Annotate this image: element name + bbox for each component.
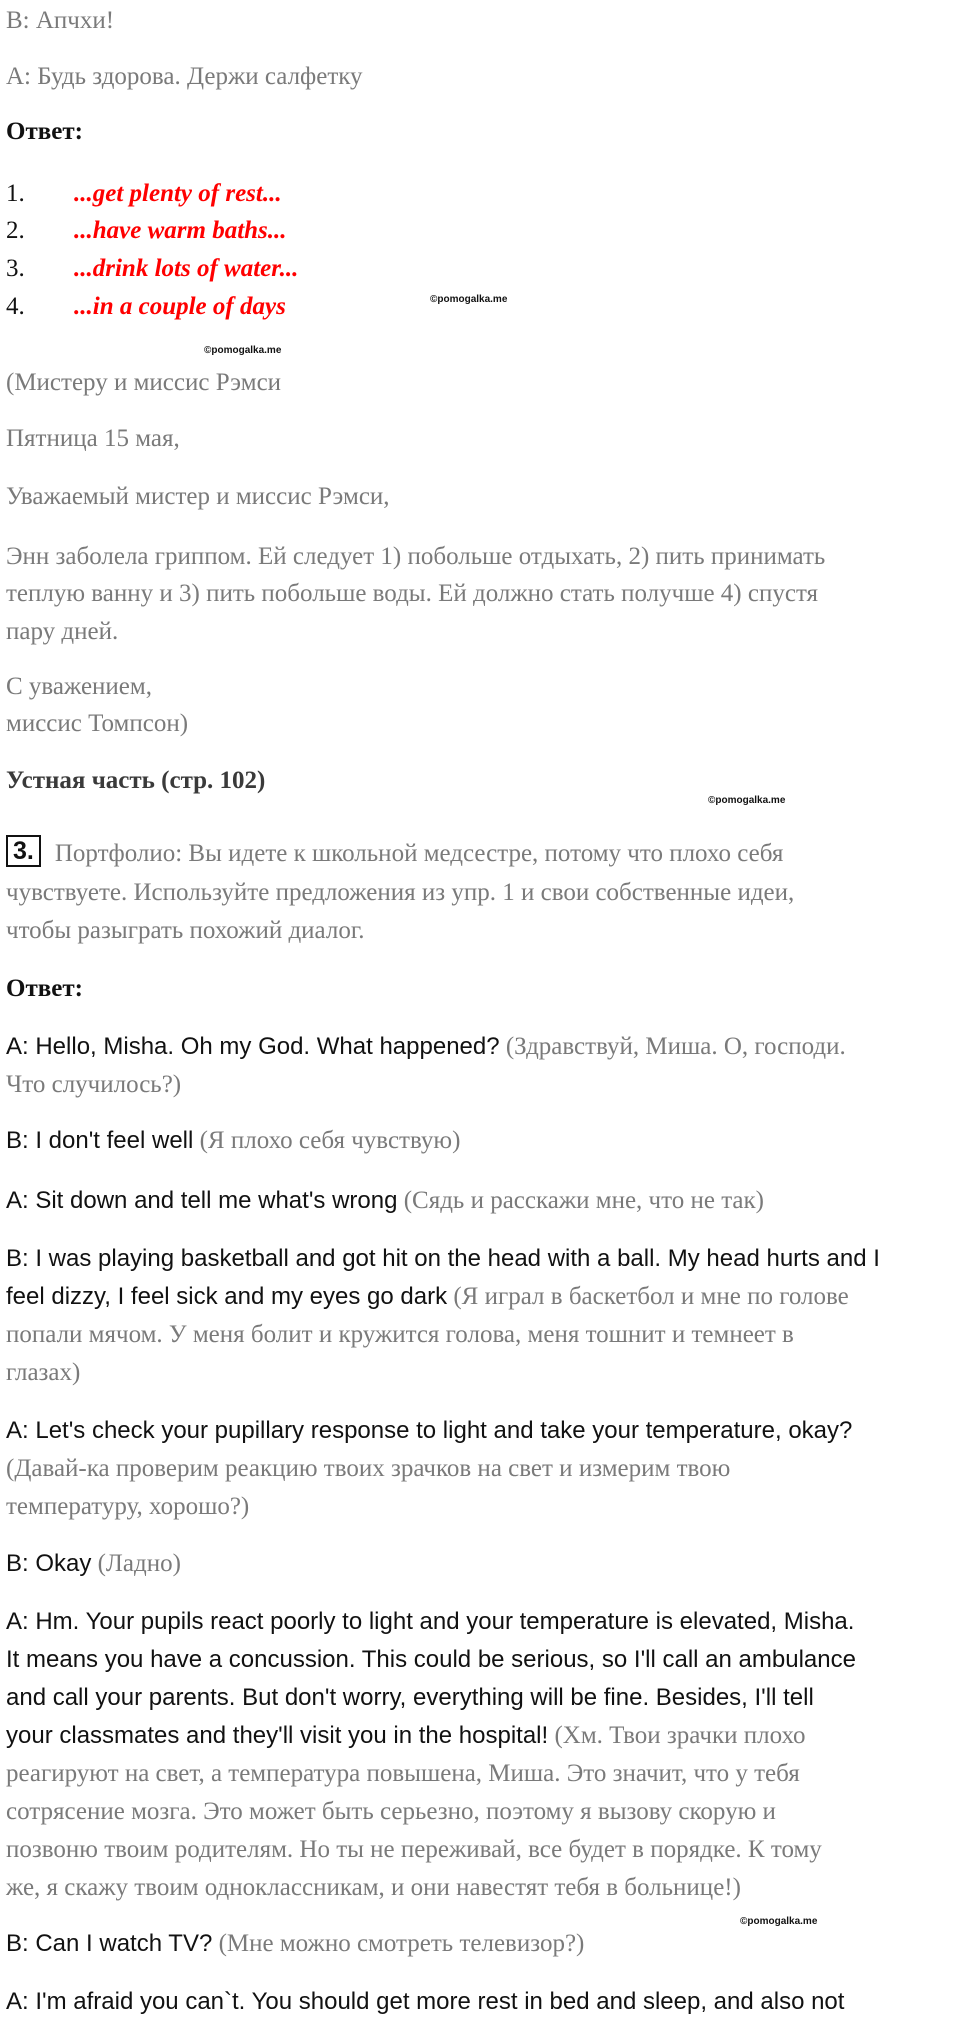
- answer-item-number: 4.: [6, 293, 25, 320]
- task-number-badge: 3.: [6, 835, 41, 867]
- dialog-translation: позвоню твоим родителям. Но ты не переживай, все будет в порядке. К тому: [6, 1836, 822, 1863]
- dialog-line-a: A: Будь здорова. Держи салфетку: [6, 63, 363, 90]
- dialog-translation: (Здравствуй, Миша. О, господи.: [499, 1033, 846, 1060]
- dialog-english: B: Okay: [6, 1550, 92, 1577]
- dialog-translation: же, я скажу твоим одноклассникам, и они навестят тебя в больнице!): [6, 1874, 741, 1901]
- letter-body-line: Энн заболела гриппом. Ей следует 1) побольше отдыхать, 2) пить принимать: [6, 543, 826, 570]
- dialog-english: and call your parents. But don't worry, everything will be fine. Besides, I'll tell: [6, 1684, 814, 1711]
- dialog-english: A: Hello, Misha. Oh my God. What happened?: [6, 1033, 500, 1060]
- dialog-english: your classmates and they'll visit you in the hospital!: [6, 1722, 549, 1749]
- dialog-translation: температуру, хорошо?): [6, 1493, 250, 1520]
- letter-closing: С уважением,: [6, 673, 152, 700]
- letter-greeting: Уважаемый мистер и миссис Рэмси,: [6, 483, 390, 510]
- watermark: ©pomogalka.me: [430, 294, 508, 305]
- answer-item-text: ...in a couple of days: [74, 293, 286, 320]
- dialog-translation: (Ладно): [91, 1550, 181, 1577]
- letter-body-line: пару дней.: [6, 618, 119, 645]
- answer-item-number: 3.: [6, 255, 25, 282]
- dialog-english: B: I don't feel well: [6, 1127, 194, 1154]
- answer-heading: Ответ:: [6, 975, 83, 1002]
- dialog-translation: глазах): [6, 1359, 81, 1386]
- dialog-translation: (Сядь и расскажи мне, что не так): [397, 1187, 764, 1214]
- dialog-translation: реагируют на свет, а температура повышена, Миша. Это значит, что у тебя: [6, 1760, 800, 1787]
- dialog-translation: (Я играл в баскетбол и мне по голове: [447, 1283, 849, 1310]
- dialog-line: [6, 1182, 764, 1220]
- dialog-line: [6, 1122, 460, 1160]
- dialog-english: feel dizzy, I feel sick and my eyes go dark: [6, 1283, 448, 1310]
- dialog-translation: сотрясение мозга. Это может быть серьезно, поэтому я вызову скорую и: [6, 1798, 776, 1825]
- letter-signature: миссис Томпсон): [6, 710, 189, 737]
- answer-item-text: ...have warm baths...: [74, 217, 287, 244]
- dialog-english: It means you have a concussion. This could be serious, so I'll call an ambulance: [6, 1646, 856, 1673]
- dialog-line: [6, 1545, 181, 1583]
- answer-item-text: ...drink lots of water...: [74, 255, 299, 282]
- dialog-line: [6, 1028, 846, 1066]
- dialog-english: A: I'm afraid you can`t. You should get more rest in bed and sleep, and also not: [6, 1988, 845, 2015]
- task-text: Портфолио: Вы идете к школьной медсестре, потому что плохо себя: [54, 840, 784, 867]
- dialog-translation: попали мячом. У меня болит и кружится голова, меня тошнит и темнеет в: [6, 1321, 794, 1348]
- dialog-english: A: Hm. Your pupils react poorly to light and your temperature is elevated, Misha.: [6, 1608, 855, 1635]
- answer-item-number: 2.: [6, 217, 25, 244]
- answer-item-text: ...get plenty of rest...: [74, 180, 282, 207]
- dialog-translation: (Хм. Твои зрачки плохо: [548, 1722, 806, 1749]
- dialog-translation: (Мне можно смотреть телевизор?): [212, 1930, 585, 1957]
- dialog-english: B: Can I watch TV?: [6, 1930, 213, 1957]
- watermark: ©pomogalka.me: [708, 795, 786, 806]
- dialog-english: A: Sit down and tell me what's wrong: [6, 1187, 398, 1214]
- dialog-translation: (Давай-ка проверим реакцию твоих зрачков на свет и измерим твою: [6, 1455, 731, 1482]
- dialog-line: [6, 1717, 806, 1755]
- dialog-english: A: Let's check your pupillary response to light and take your temperature, okay?: [6, 1417, 853, 1444]
- task-line: чувствуете. Используйте предложения из упр. 1 и свои собственные идеи,: [6, 879, 795, 906]
- answer-heading: Ответ:: [6, 118, 83, 145]
- task-line: чтобы разыграть похожий диалог.: [6, 917, 365, 944]
- letter-body-line: теплую ванну и 3) пить побольше воды. Ей должно стать получше 4) спустя: [6, 580, 819, 607]
- dialog-english: B: I was playing basketball and got hit on the head with a ball. My head hurts and I: [6, 1245, 880, 1272]
- letter-date: Пятница 15 мая,: [6, 425, 180, 452]
- answer-item-number: 1.: [6, 180, 25, 207]
- dialog-line: [6, 1925, 584, 1963]
- letter-recipient: (Мистеру и миссис Рэмси: [6, 369, 282, 396]
- watermark: ©pomogalka.me: [204, 345, 282, 356]
- dialog-translation: Что случилось?): [6, 1071, 182, 1098]
- dialog-translation: (Я плохо себя чувствую): [193, 1127, 461, 1154]
- section-heading: Устная часть (стр. 102): [6, 767, 266, 794]
- watermark: ©pomogalka.me: [740, 1916, 818, 1927]
- dialog-line-b: B: Апчхи!: [6, 7, 115, 34]
- dialog-line: [6, 1278, 849, 1316]
- task-line: [6, 835, 783, 873]
